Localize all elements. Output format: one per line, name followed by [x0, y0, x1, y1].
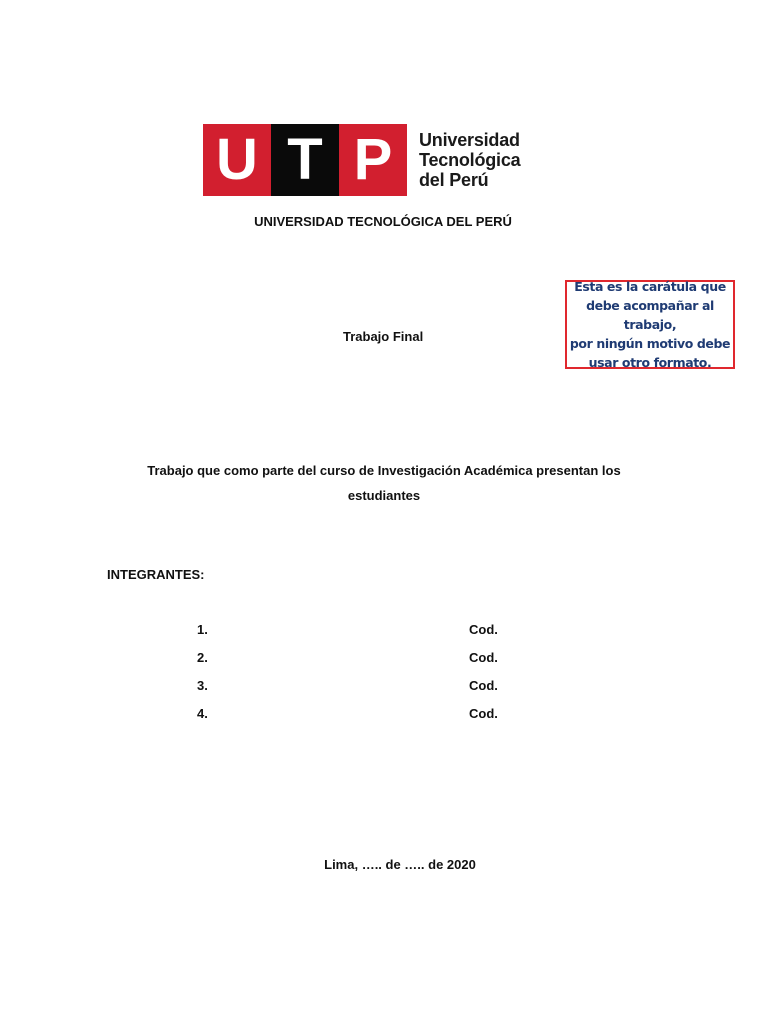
logo-letter-p: P — [339, 124, 407, 196]
format-note-box — [565, 280, 735, 369]
logo-line-3: del Perú — [419, 170, 489, 190]
place-date-line: Lima, ….. de ….. de 2020 — [324, 857, 476, 872]
member-cod-label: Cod. — [469, 678, 498, 693]
description-line-2: estudiantes — [347, 488, 421, 503]
logo-letter-t: T — [271, 124, 339, 196]
note-line-1: Esta es la carátula que — [574, 279, 726, 294]
member-row — [0, 706, 768, 734]
university-title: UNIVERSIDAD TECNOLÓGICA DEL PERÚ — [254, 214, 512, 229]
member-row — [0, 622, 768, 650]
member-cod-label: Cod. — [469, 706, 498, 721]
work-title: Trabajo Final — [343, 329, 424, 344]
member-number: 1. — [197, 622, 208, 637]
member-cod-label: Cod. — [469, 622, 498, 637]
work-description — [0, 458, 768, 508]
description-line-1: Trabajo que como parte del curso de Investigación Académica presentan los — [147, 463, 621, 478]
utp-logo — [203, 124, 521, 196]
member-number: 2. — [197, 650, 208, 665]
logo-line-2: Tecnológica — [419, 150, 521, 170]
note-line-3: por ningún motivo debe — [569, 336, 731, 351]
member-row — [0, 650, 768, 678]
member-number: 4. — [197, 706, 208, 721]
member-cod-label: Cod. — [469, 650, 498, 665]
logo-wordmark — [419, 124, 521, 196]
logo-letter-u: U — [203, 124, 271, 196]
note-line-4: usar otro formato. — [588, 355, 712, 370]
member-row — [0, 678, 768, 706]
integrantes-label: INTEGRANTES: — [107, 567, 205, 582]
members-list — [0, 622, 768, 734]
member-number: 3. — [197, 678, 208, 693]
note-line-2: debe acompañar al trabajo, — [586, 298, 714, 332]
logo-line-1: Universidad — [419, 130, 520, 150]
